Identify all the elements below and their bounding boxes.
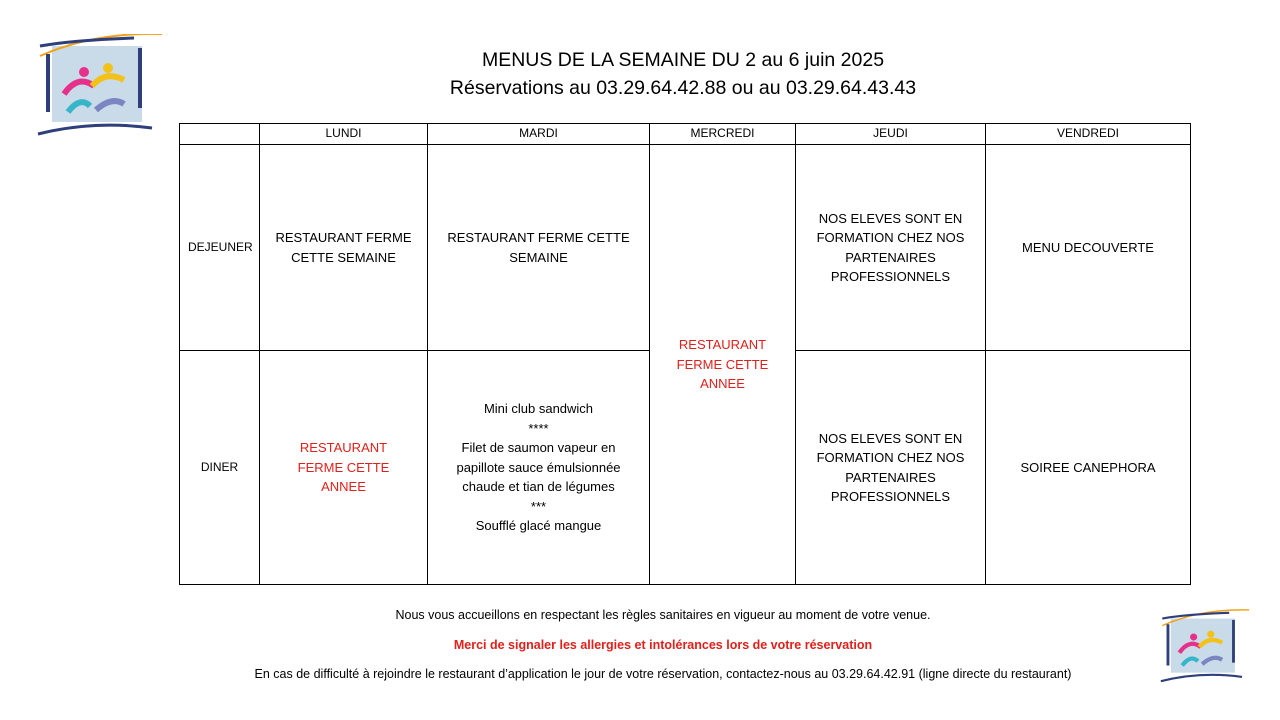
table-row-dejeuner [180,145,1191,351]
cell-dejeuner-lundi: RESTAURANT FERME CETTE SEMAINE [260,145,428,351]
cell-dejeuner-jeudi: NOS ELEVES SONT EN FORMATION CHEZ NOS PARTENAIRES PROFESSIONNELS [796,145,986,351]
table-header-row [180,124,1191,145]
footer-allergy-note: Merci de signaler les allergies et intolérances lors de votre réservation [453,638,873,652]
row-label-dejeuner: DEJEUNER [180,145,260,351]
cell-diner-vendredi: SOIREE CANEPHORA [986,351,1191,585]
menu-line-entree: Mini club sandwich [483,401,594,417]
column-header-jeudi: JEUDI [796,124,986,145]
column-header-lundi: LUNDI [260,124,428,145]
page-title [380,46,986,102]
column-header-mercredi: MERCREDI [650,124,796,145]
cell-diner-mardi [428,351,650,585]
header-corner [180,124,260,145]
menu-line-dessert: Soufflé glacé mangue [475,518,602,534]
menu-separator: *** [530,498,547,514]
column-header-mardi: MARDI [428,124,650,145]
school-logo-top [34,34,166,138]
school-logo-bottom [1158,606,1252,688]
cell-diner-lundi: RESTAURANT FERME CETTE ANNEE [260,351,428,585]
cell-dejeuner-mardi: RESTAURANT FERME CETTE SEMAINE [428,145,650,351]
weekly-menu-table [179,123,1191,585]
cell-dejeuner-vendredi: MENU DECOUVERTE [986,145,1191,351]
title-line-1: MENUS DE LA SEMAINE DU 2 au 6 juin 2025 [481,49,885,71]
column-header-vendredi: VENDREDI [986,124,1191,145]
cell-diner-jeudi: NOS ELEVES SONT EN FORMATION CHEZ NOS PARTENAIRES PROFESSIONNELS [796,351,986,585]
menu-line-plat: Filet de saumon vapeur en papillote sauce émulsionnée chaude et tian de légumes [456,440,621,495]
title-line-2: Réservations au 03.29.64.42.88 ou au 03.29.64.43.43 [449,77,917,99]
row-label-diner: DINER [180,351,260,585]
cell-mercredi-merged: RESTAURANT FERME CETTE ANNEE [650,145,796,585]
footer-sanitary-note: Nous vous accueillons en respectant les règles sanitaires en vigueur au moment de votre venue. [395,608,931,622]
menu-separator: **** [528,420,549,436]
footer-contact-note: En cas de difficulté à rejoindre le restaurant d’application le jour de votre réservation, contactez-nous au 03.29.64.42.91 (ligne directe du restaurant) [254,667,1072,681]
